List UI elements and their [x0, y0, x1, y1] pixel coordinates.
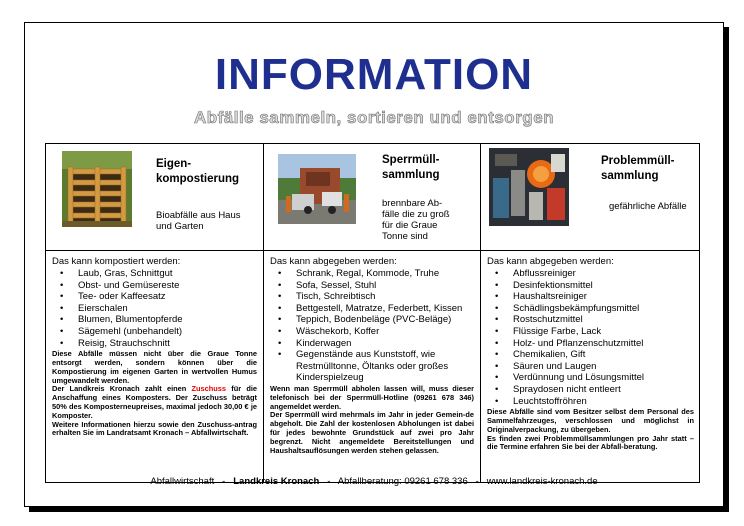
list-intro: Das kann kompostiert werden:	[52, 256, 181, 267]
list-intro: Das kann abgegeben werden:	[270, 256, 397, 267]
column-compost	[46, 144, 263, 482]
hazardous-waste-photo	[489, 148, 569, 226]
list-item: • Laub, Gras, Schnittgut	[52, 268, 257, 280]
list-item: • Wäschekorb, Koffer	[270, 326, 474, 338]
column-bulky-waste	[263, 144, 480, 482]
list-item: • Sägemehl (unbehandelt)	[52, 326, 257, 338]
list-item: • Gegenstände aus Kunststoff, wie Restmülltonne, Öltanks oder großes Kinderspielzeug	[270, 349, 474, 384]
list-item: • Spraydosen nicht entleert	[487, 384, 694, 396]
column-description: gefährliche Abfälle	[609, 201, 687, 212]
list-item: • Chemikalien, Gift	[487, 349, 694, 361]
subsidy-highlight: Zuschuss	[191, 384, 227, 394]
list-item: • Obst- und Gemüsereste	[52, 280, 257, 292]
footer	[25, 476, 723, 488]
column-body	[487, 256, 694, 452]
column-hazardous-waste	[480, 144, 700, 482]
pickup-note: Der Sperrmüll wird mehrmals im Jahr in jeder Gemein-de abgeholt. Die Zahl der kostenlosen Abholungen ist dabei für jedes bewohnte Grundstück auf zwei pro Jahr begrenzt. Nicht angemeldete Bereitstellungen und Haushaltsauflösungen werden stehen gelassen.	[270, 410, 474, 455]
list-item: • Schädlingsbekämpfungsmittel	[487, 303, 694, 315]
item-list	[270, 268, 474, 384]
page-subtitle: Abfälle sammeln, sortieren und entsorgen	[193, 108, 555, 127]
list-item: • Rostschutzmittel	[487, 314, 694, 326]
page-title: INFORMATION	[214, 50, 534, 99]
info-note: Diese Abfälle müssen nicht über die Graue Tonne entsorgt werden, sondern können über die Kompostierung im eigenen Garten in wertvollen Humus umgewandelt werden.	[52, 349, 257, 385]
column-body	[52, 256, 257, 438]
list-item: • Blumen, Blumentopferde	[52, 314, 257, 326]
list-item: • Haushaltsreiniger	[487, 291, 694, 303]
column-title: Eigen- kompostierung	[156, 158, 240, 185]
list-item: • Leuchtstoffröhren	[487, 396, 694, 408]
list-item: • Tisch, Schreibtisch	[270, 291, 474, 303]
column-description: brennbare Ab- fälle die zu groß für die Graue Tonne sind	[382, 198, 450, 242]
list-item: • Desinfektionsmittel	[487, 280, 694, 292]
list-item: • Flüssige Farbe, Lack	[487, 326, 694, 338]
list-item: • Sofa, Sessel, Stuhl	[270, 280, 474, 292]
contact-note: Weitere Informationen hierzu sowie den Zuschuss-antrag erhalten Sie im Landratsamt Kronach – Abfallwirtschaft.	[52, 419, 257, 438]
item-list	[487, 268, 694, 407]
info-sheet	[24, 22, 724, 507]
item-list	[52, 268, 257, 349]
garbage-truck-photo	[278, 154, 356, 224]
schedule-note: Es finden zwei Problemmüllsammlungen pro Jahr statt – die Termine erfahren Sie bei der Abfall-beratung.	[487, 433, 694, 452]
list-item: • Reisig, Strauchschnitt	[52, 338, 257, 350]
handover-note: Diese Abfälle sind vom Besitzer selbst dem Personal des Sammelfahrzeuges, verschlossen und möglichst in Originalverpackung, zu übergeben.	[487, 407, 694, 434]
list-item: • Kinderwagen	[270, 338, 474, 350]
compost-bin-photo	[62, 151, 132, 227]
list-item: • Eierschalen	[52, 303, 257, 315]
list-item: • Teppich, Bodenbeläge (PVC-Beläge)	[270, 314, 474, 326]
column-header	[264, 144, 480, 251]
column-header	[46, 144, 263, 251]
info-table	[45, 143, 700, 483]
column-description: Bioabfälle aus Haus und Garten	[156, 210, 241, 232]
subsidy-text-end: für die Anschaffung eines Komposters. Der Zuschuss beträgt 50% des Komposterneupreises, maximal jedoch 30,00 € je Komposter.	[52, 384, 258, 420]
list-item: • Bettgestell, Matratze, Federbett, Kissen	[270, 303, 474, 315]
list-item: • Holz- und Pflanzenschutzmittel	[487, 338, 694, 350]
list-item: • Verdünnung und Lösungsmittel	[487, 372, 694, 384]
hotline-note: Wenn man Sperrmüll abholen lassen will, muss dieser telefonisch bei der Sperrmüll-Hotline (09261 678 346) angemeldet werden.	[270, 383, 474, 411]
column-body	[270, 256, 474, 455]
footer-district: Landkreis Kronach	[233, 476, 320, 487]
footer-department: Abfallwirtschaft -	[150, 476, 234, 487]
subsidy-note	[52, 385, 257, 420]
list-item: • Säuren und Laugen	[487, 361, 694, 373]
column-title: Sperrmüll- sammlung	[382, 154, 440, 181]
list-item: • Schrank, Regal, Kommode, Truhe	[270, 268, 474, 280]
footer-contact: - Abfallberatung: 09261 678 336 - www.landkreis-kronach.de	[319, 476, 598, 487]
subsidy-text-start: Der Landkreis Kronach zahlt einen	[52, 384, 192, 394]
column-title: Problemmüll- sammlung	[601, 155, 675, 182]
column-header	[481, 144, 700, 251]
list-item: • Tee- oder Kaffeesatz	[52, 291, 257, 303]
list-item: • Abflussreiniger	[487, 268, 694, 280]
list-intro: Das kann abgegeben werden:	[487, 256, 614, 267]
